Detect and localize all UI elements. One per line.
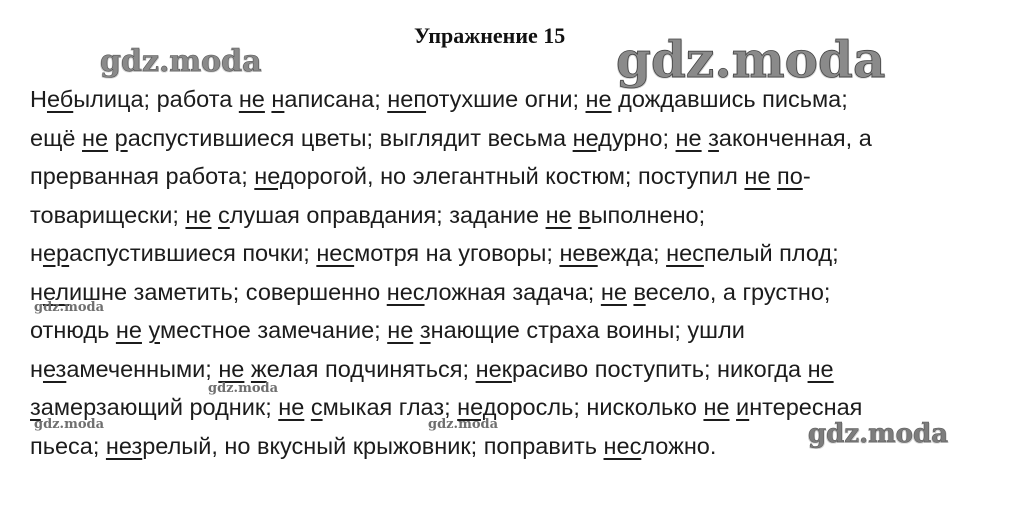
underlined-fragment: не — [238, 86, 265, 112]
underlined-fragment: по — [777, 163, 803, 189]
text-line — [30, 196, 1020, 235]
underlined-fragment: ел — [42, 278, 69, 305]
underlined-fragment: не — [585, 86, 612, 112]
text-fragment: мыкая глаз; — [322, 394, 458, 420]
underlined-fragment: нед — [254, 163, 294, 189]
text-line — [30, 80, 1020, 119]
text-fragment: орогой, но элегантный костюм; поступил — [293, 163, 745, 189]
text-fragment: елая подчиняться; — [266, 355, 476, 382]
underlined-fragment: в — [578, 201, 591, 228]
underlined-fragment: не — [387, 317, 414, 343]
text-fragment: отнюдь — [30, 317, 116, 343]
text-fragment: ежда; — [597, 240, 667, 266]
text-fragment: товарищески; — [30, 201, 186, 228]
text-fragment: ложная задача; — [424, 278, 601, 305]
text-fragment: ложно. — [641, 432, 717, 459]
underlined-fragment: неп — [387, 86, 427, 112]
text-fragment: лушая оправдания; задание — [229, 201, 546, 228]
underlined-fragment: р — [114, 124, 128, 151]
underlined-fragment: ез — [42, 355, 67, 382]
underlined-fragment: з — [708, 124, 719, 151]
underlined-fragment: не — [744, 163, 771, 189]
underlined-fragment: не — [545, 201, 572, 228]
watermark-logo: gdz.moda — [34, 300, 105, 315]
underlined-fragment: ж — [250, 355, 267, 382]
exercise-title: Упражнение 15 — [414, 23, 566, 48]
underlined-fragment: нев — [559, 240, 598, 266]
text-line — [30, 388, 1020, 427]
underlined-fragment: н — [271, 86, 285, 112]
underlined-fragment: не — [600, 278, 627, 305]
underlined-fragment: нес — [666, 240, 704, 266]
text-fragment: н — [30, 355, 43, 382]
underlined-fragment: нек — [475, 355, 512, 382]
underlined-fragment: нес — [603, 432, 642, 459]
text-fragment: ещё — [30, 124, 83, 151]
text-line — [30, 119, 1020, 158]
text-fragment: расиво поступить; никогда — [511, 355, 808, 382]
text-line — [30, 234, 1020, 273]
text-line — [30, 350, 1020, 389]
text-fragment: оросль; нисколько — [496, 394, 704, 420]
watermark-logo: gdz.moda — [34, 417, 105, 432]
text-fragment: амерзающий родник; — [40, 394, 279, 420]
text-line — [30, 273, 1020, 312]
text-fragment: ождавшись письма; — [631, 86, 848, 112]
text-fragment: ылица; работа — [73, 86, 239, 112]
underlined-fragment: нез — [105, 432, 143, 459]
text-fragment: есело, а грустно; — [645, 278, 831, 305]
underlined-fragment: не — [218, 355, 245, 382]
text-fragment: н — [30, 240, 43, 266]
text-fragment: аписана; — [284, 86, 388, 112]
text-fragment: пьеса; — [30, 432, 106, 459]
text-fragment: Н — [30, 86, 47, 112]
text-fragment: релый, но вкусный крыжовник; поправить — [142, 432, 604, 459]
watermark-logo: gdz.moda — [808, 419, 949, 449]
underlined-fragment: и — [736, 394, 750, 420]
underlined-fragment: ер — [42, 240, 70, 266]
text-fragment: - — [802, 163, 811, 189]
text-fragment: урно; — [611, 124, 676, 151]
watermark-logo: gdz.moda — [208, 381, 279, 396]
text-fragment: амеченными; — [66, 355, 219, 382]
underlined-fragment: не — [115, 317, 142, 343]
text-line — [30, 427, 1020, 466]
underlined-fragment: з — [419, 317, 431, 343]
text-fragment: пелый плод; — [703, 240, 839, 266]
text-fragment: нтересная — [749, 394, 863, 420]
text-fragment: мотря на уговоры; — [354, 240, 560, 266]
text-line — [30, 157, 1020, 196]
watermark-logo: gdz.moda — [100, 44, 262, 79]
text-fragment: аспустившиеся цветы; выглядит весьма — [127, 124, 573, 151]
underlined-fragment: нес — [316, 240, 355, 266]
underlined-fragment: д — [618, 86, 632, 112]
underlined-fragment: у — [148, 317, 160, 343]
underlined-fragment: нед — [457, 394, 497, 420]
underlined-fragment: с — [218, 201, 230, 228]
text-fragment: отухшие огни; — [426, 86, 586, 112]
watermark-logo: gdz.moda — [616, 30, 886, 89]
underlined-fragment: з — [30, 394, 41, 420]
text-fragment: местное замечание; — [159, 317, 388, 343]
underlined-fragment: в — [633, 278, 646, 305]
text-fragment: прерванная работа; — [30, 163, 255, 189]
text-line — [30, 311, 1020, 350]
underlined-fragment: не — [807, 355, 834, 382]
underlined-fragment: еб — [46, 86, 74, 112]
text-fragment: аконченная, а — [718, 124, 872, 151]
underlined-fragment: нес — [386, 278, 425, 305]
underlined-fragment: не — [278, 394, 305, 420]
watermark-logo: gdz.moda — [428, 417, 499, 432]
text-fragment: аспустившиеся почки; — [69, 240, 317, 266]
exercise-text — [30, 80, 1020, 465]
underlined-fragment: с — [310, 394, 323, 420]
underlined-fragment: не — [703, 394, 730, 420]
underlined-fragment: не — [185, 201, 212, 228]
text-fragment: ыполнено; — [590, 201, 706, 228]
underlined-fragment: нед — [572, 124, 612, 151]
text-fragment: нающие страха воины; ушли — [430, 317, 745, 343]
underlined-fragment: не — [82, 124, 109, 151]
underlined-fragment: не — [675, 124, 702, 151]
text-fragment: ишне заметить; совершенно — [69, 278, 387, 305]
text-fragment: н — [30, 278, 43, 305]
